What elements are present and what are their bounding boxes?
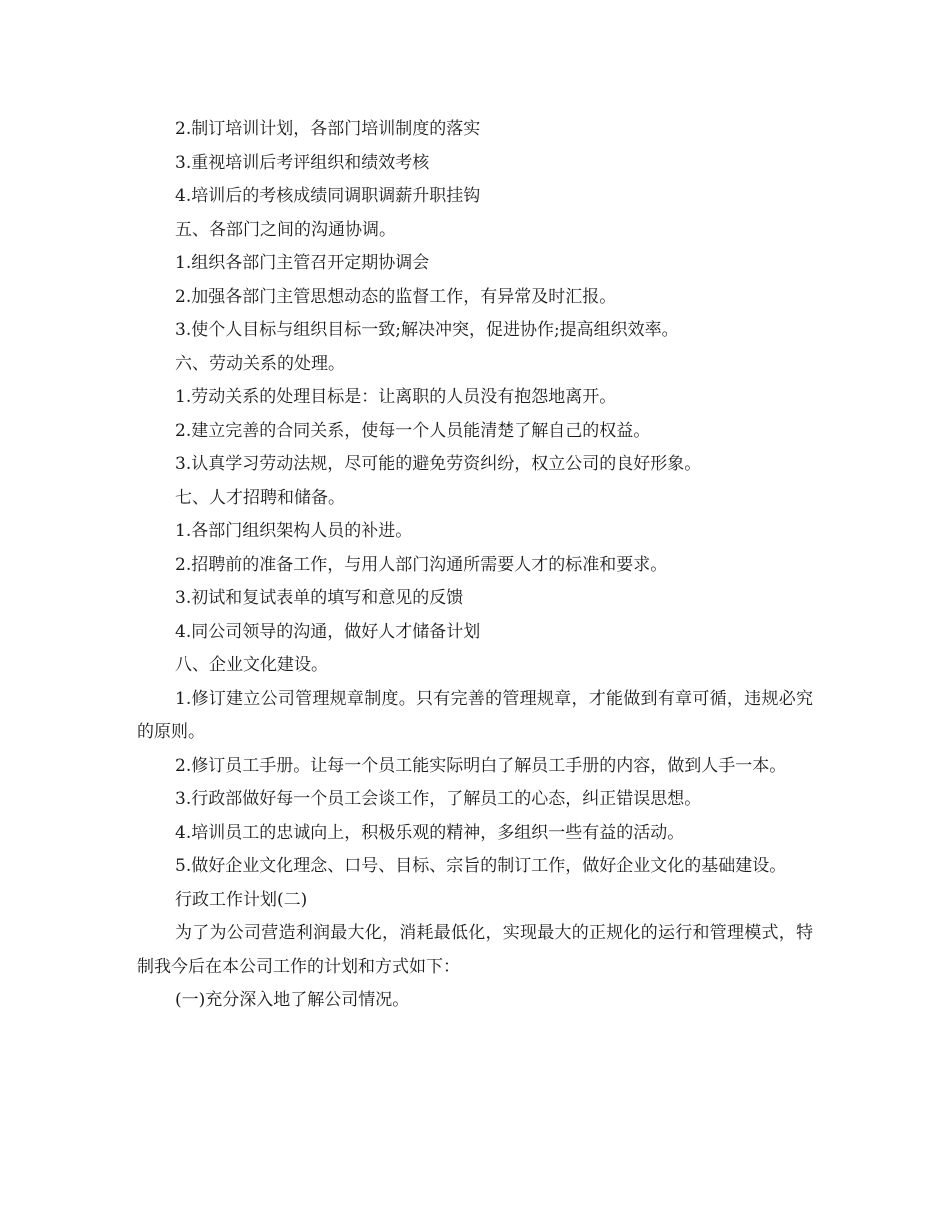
paragraph: 1.修订建立公司管理规章制度。只有完善的管理规章，才能做到有章可循，违规必究的原则。 (137, 688, 813, 742)
paragraph: 4.同公司领导的沟通，做好人才储备计划 (175, 621, 481, 642)
paragraph: 4.培训后的考核成绩同调职调薪升职挂钩 (175, 186, 481, 206)
section-heading: 八、企业文化建设。 (175, 655, 328, 675)
paragraph: 2.制订培训计划，各部门培训制度的落实 (175, 119, 481, 139)
section-heading: 行政工作计划(二) (175, 889, 308, 910)
paragraph: 1.组织各部门主管召开定期协调会 (175, 253, 430, 273)
paragraph: 1.各部门组织架构人员的补进。 (175, 521, 413, 541)
paragraph: 5.做好企业文化理念、口号、目标、宗旨的制订工作，做好企业文化的基础建设。 (175, 856, 787, 876)
paragraph: 4.培训员工的忠诚向上，积极乐观的精神，多组织一些有益的活动。 (175, 822, 685, 843)
paragraph: 为了为公司营造利润最大化，消耗最低化，实现最大的正规化的运行和管理模式，特制我今后在本公司工作的计划和方式如下： (137, 923, 813, 977)
document-body (137, 113, 813, 1018)
paragraph: 3.初试和复试表单的填写和意见的反馈 (175, 588, 464, 608)
section-heading: 七、人才招聘和储备。 (175, 487, 345, 508)
paragraph: 2.修订员工手册。让每一个员工能实际明白了解员工手册的内容，做到人手一本。 (175, 755, 787, 776)
paragraph: (一)充分深入地了解公司情况。 (175, 990, 410, 1010)
paragraph: 2.加强各部门主管思想动态的监督工作，有异常及时汇报。 (175, 286, 617, 307)
section-heading: 五、各部门之间的沟通协调。 (175, 219, 396, 240)
paragraph: 3.重视培训后考评组织和绩效考核 (175, 152, 430, 173)
paragraph: 1.劳动关系的处理目标是：让离职的人员没有抱怨地离开。 (175, 387, 617, 407)
paragraph: 3.行政部做好每一个员工会谈工作，了解员工的心态，纠正错误思想。 (175, 789, 702, 809)
paragraph: 2.招聘前的准备工作，与用人部门沟通所需要人才的标准和要求。 (175, 554, 668, 575)
section-heading: 六、劳动关系的处理。 (175, 353, 345, 374)
paragraph: 2.建立完善的合同关系，使每一个人员能清楚了解自己的权益。 (175, 420, 651, 441)
paragraph: 3.认真学习劳动法规，尽可能的避免劳资纠纷，权立公司的良好形象。 (175, 454, 702, 474)
paragraph: 3.使个人目标与组织目标一致;解决冲突，促进协作;提高组织效率。 (175, 320, 679, 340)
